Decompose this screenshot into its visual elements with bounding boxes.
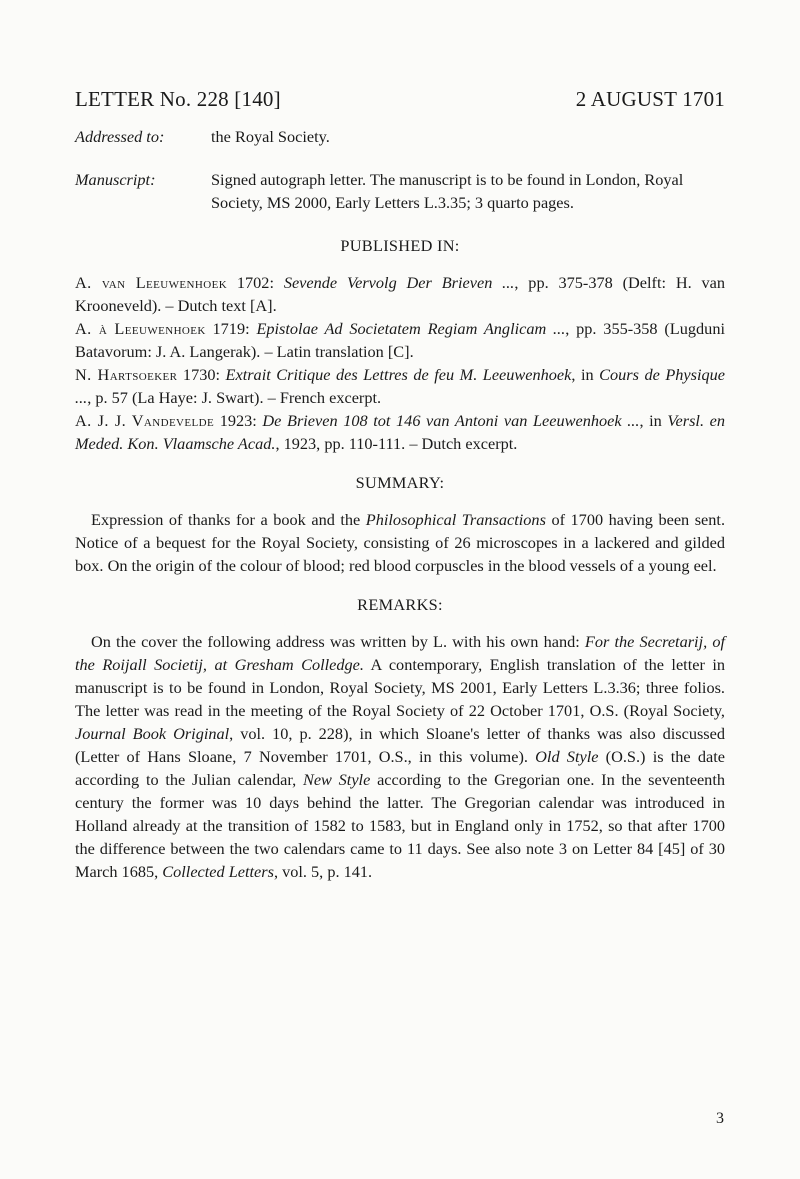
- manuscript-value: Signed autograph letter. The manuscript is to be found in London, Royal Society, MS 2000, Early Letters L.3.35; 3 quarto pages.: [211, 170, 684, 212]
- publication-title: Epistolae Ad Societatem Regiam Anglicam ...: [256, 319, 566, 338]
- publication-entry: A. J. J. Vandevelde 1923: De Brieven 108 tot 146 van Antoni van Leeuwenhoek ..., in Versl. en Meded. Kon. Vlaamsche Acad., 1923, pp. 110-111. – Dutch excerpt.: [75, 411, 725, 453]
- manuscript-field: [75, 168, 725, 214]
- publication-author: A. van Leeuwenhoek: [75, 273, 228, 292]
- manuscript-label: Manuscript:: [75, 170, 156, 189]
- publication-title: De Brieven 108 tot 146 van Antoni van Leeuwenhoek ...: [262, 411, 640, 430]
- addressed-to-label: Addressed to:: [75, 127, 165, 146]
- remarks-heading: REMARKS:: [357, 595, 443, 614]
- addressed-to-field: [75, 125, 725, 148]
- summary-paragraph: Expression of thanks for a book and the Philosophical Transactions of 1700 having been sent. Notice of a bequest for the Royal Society, consisting of 26 microscopes in a lackered and gilded box. On the origin of the colour of blood; red blood corpuscles in the blood vessels of a young eel.: [75, 510, 726, 575]
- publication-author: A. J. J. Vandevelde: [75, 411, 215, 430]
- publication-entry: N. Hartsoeker 1730: Extrait Critique des Lettres de feu M. Leeuwenhoek, in Cours de Physique ..., p. 57 (La Haye: J. Swart). – French excerpt.: [75, 365, 726, 407]
- letter-number: LETTER No. 228 [140]: [75, 87, 281, 111]
- document-page: [75, 88, 725, 883]
- publication-author: N. Hartsoeker: [75, 365, 178, 384]
- publication-title: Extrait Critique des Lettres de feu M. Leeuwenhoek: [225, 365, 572, 384]
- remarks-paragraph: On the cover the following address was written by L. with his own hand: For the Secretarij, of the Roijall Societij, at Gresham Colledge. A contemporary, English translation of the letter in manuscript is to be found in London, Royal Society, MS 2001, Early Letters L.3.36; three folios. The letter was read in the meeting of the Royal Society of 22 October 1701, O.S. (Royal Society, Journal Book Original, vol. 10, p. 228), in which Sloane's letter of thanks was also discussed (Letter of Hans Sloane, 7 November 1701, O.S., in this volume). Old Style (O.S.) is the date according to the Julian calendar, New Style according to the Gregorian one. In the seventeenth century the former was 10 days behind the latter. The Gregorian calendar was introduced in Holland already at the transition of 1582 to 1583, but in England only in 1752, so that after 1700 the difference between the two calendars came to 11 days. See also note 3 on Letter 84 [45] of 30 March 1685, Collected Letters, vol. 5, p. 141.: [75, 632, 725, 881]
- publication-journal: Versl. en Meded. Kon. Vlaamsche Acad.: [75, 411, 725, 453]
- page-number: 3: [716, 1110, 724, 1127]
- publication-author: A. à Leeuwenhoek: [75, 319, 206, 338]
- letter-date: 2 AUGUST 1701: [575, 87, 725, 111]
- published-in-heading: PUBLISHED IN:: [340, 236, 460, 255]
- running-header: [75, 88, 725, 111]
- publication-journal: Cours de Physique ...: [75, 365, 726, 407]
- publication-entry: A. van Leeuwenhoek 1702: Sevende Vervolg Der Brieven ..., pp. 375-378 (Delft: H. van Krooneveld). – Dutch text [A].: [75, 273, 725, 315]
- publication-title: Sevende Vervolg Der Brieven ...: [283, 273, 515, 292]
- publication-entry: A. à Leeuwenhoek 1719: Epistolae Ad Societatem Regiam Anglicam ..., pp. 355-358 (Lugduni Batavorum: J. A. Langerak). – Latin translation [C].: [75, 319, 725, 361]
- addressed-to-value: the Royal Society.: [211, 127, 330, 146]
- summary-heading: SUMMARY:: [355, 473, 445, 492]
